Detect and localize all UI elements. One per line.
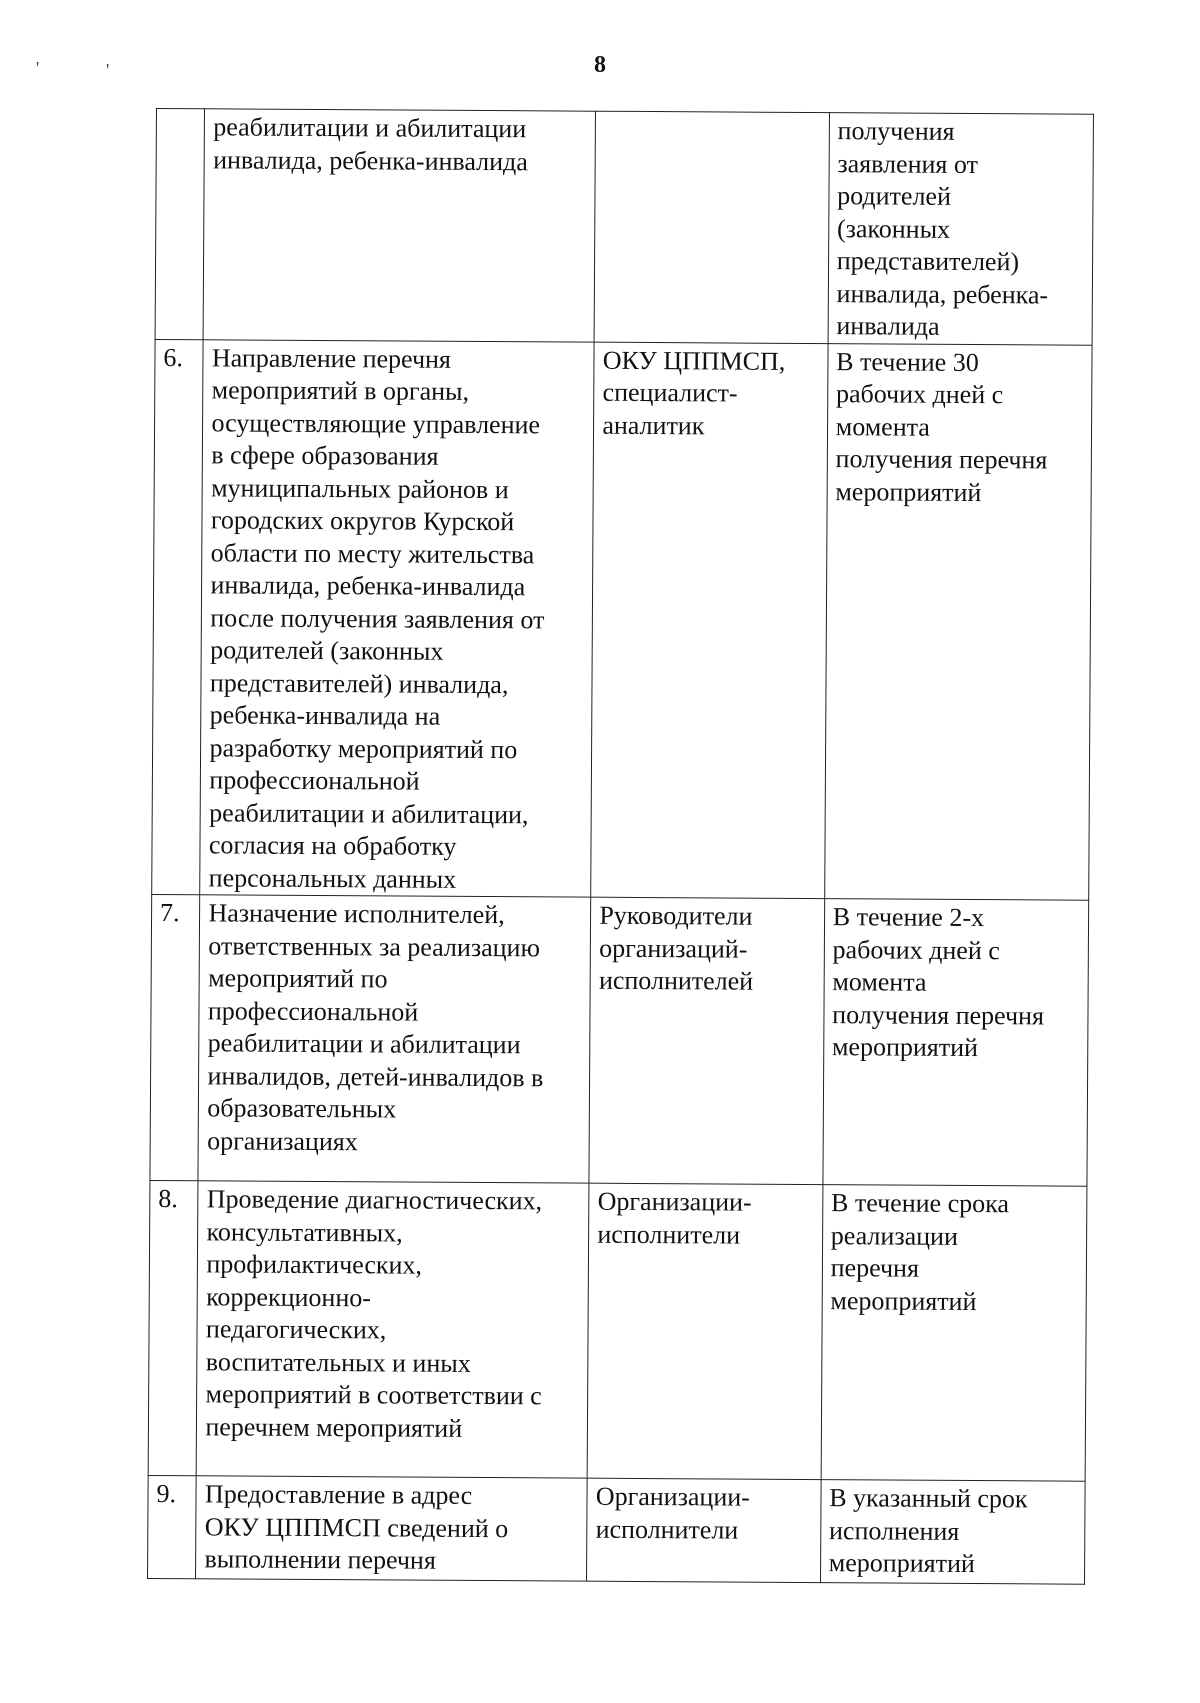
action-cell: Проведение диагностических, консультативных, профилактических, коррекционно- педагогических, воспитательных и иных мероприятий в соответствии с перечнем мероприятий: [197, 1181, 590, 1478]
row-number: 9.: [148, 1475, 197, 1578]
action-cell: Предоставление в адрес ОКУ ЦППМСП сведений о выполнении перечня: [196, 1476, 587, 1581]
action-cell: Назначение исполнителей, ответственных за реализацию мероприятий по профессиональной реабилитации и абилитации инвалидов, детей-инвалидов в образовательных организациях: [198, 895, 591, 1183]
table-row: [148, 1475, 1086, 1584]
table-row: [152, 339, 1092, 900]
executor-cell: Руководители организаций- исполнителей: [589, 897, 824, 1184]
term-cell: получения заявления от родителей (законных представителей) инвалида, ребенка- инвалида: [828, 113, 1094, 345]
executor-cell: ОКУ ЦППМСП, специалист- аналитик: [591, 342, 828, 899]
scan-mark: ': [106, 60, 110, 80]
term-cell: В указанный срок исполнения мероприятий: [820, 1480, 1085, 1585]
action-cell: Направление перечня мероприятий в органы, осуществляющие управление в сфере образования муниципальных районов и городских округов Курской области по месту жительства инвалида, ребенка-инвалида после получения заявления от родителей (законных представителей) инвалида, ребенка-инвалида на разработку мероприятий по профессиональной реабилитации и абилитации, согласия на обработку персональных данных: [200, 339, 594, 897]
term-cell: В течение 30 рабочих дней с момента получения перечня мероприятий: [824, 343, 1092, 900]
row-number: 6.: [152, 339, 204, 895]
executor-cell: [594, 111, 829, 343]
measures-table: [147, 108, 1094, 1585]
action-cell: реабилитации и абилитации инвалида, ребенка-инвалида: [204, 109, 596, 342]
table-row: [155, 109, 1093, 345]
term-cell: В течение 2-х рабочих дней с момента получения перечня мероприятий: [823, 899, 1089, 1187]
executor-cell: Организации- исполнители: [587, 1183, 822, 1479]
table-row: [148, 1180, 1087, 1481]
row-number: 8.: [148, 1180, 198, 1475]
term-cell: В течение срока реализации перечня мероприятий: [821, 1185, 1087, 1482]
row-number: [155, 109, 205, 340]
page-number: 8: [594, 52, 606, 78]
table-row: [150, 894, 1089, 1186]
scan-mark: ': [36, 58, 40, 78]
executor-cell: Организации- исполнители: [587, 1478, 821, 1582]
row-number: 7.: [150, 894, 200, 1180]
